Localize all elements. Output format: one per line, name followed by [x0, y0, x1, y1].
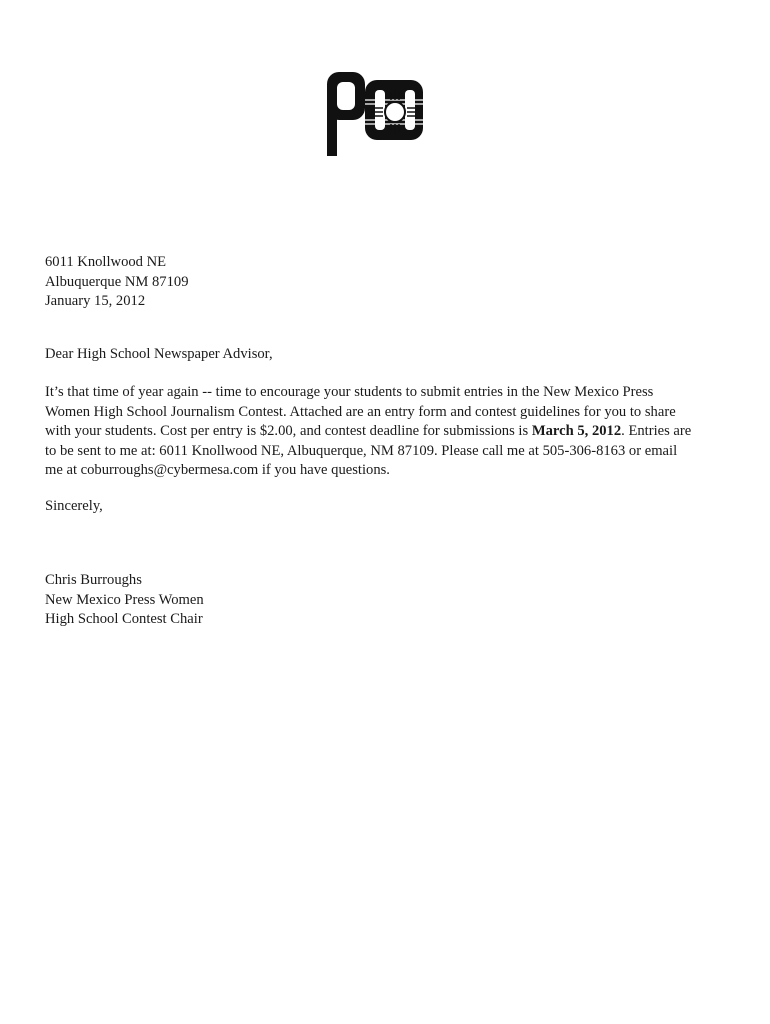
body-line: to be sent to me at: 6011 Knollwood NE, Albuquerque, NM 87109. Please call me at 505-306-8163 or email	[45, 442, 678, 459]
salutation: Dear High School Newspaper Advisor,	[45, 346, 273, 362]
address-street: 6011 Knollwood NE	[45, 254, 167, 270]
signature-block	[45, 571, 204, 630]
deadline-date: March 5, 2012	[531, 423, 622, 439]
letter-body	[45, 383, 735, 481]
body-line-text: . Entries are	[621, 423, 692, 439]
signer-name: Chris Burroughs	[45, 572, 142, 588]
address-city-state-zip: Albuquerque NM 87109	[45, 273, 189, 290]
signer-title: High School Contest Chair	[45, 611, 203, 627]
body-line: It’s that time of year again -- time to encourage your students to submit entries in the New Mexico Press	[45, 384, 654, 400]
closing: Sincerely,	[45, 498, 103, 514]
sender-address-block	[45, 253, 189, 312]
body-line: Women High School Journalism Contest. Attached are an entry form and contest guidelines for you to share	[45, 403, 676, 420]
body-line	[45, 422, 735, 442]
letter-date: January 15, 2012	[45, 293, 146, 309]
signer-organization: New Mexico Press Women	[45, 591, 204, 608]
body-line-text: with your students. Cost per entry is $2.00, and contest deadline for submissions is	[45, 423, 532, 439]
body-line: me at coburroughs@cybermesa.com if you have questions.	[45, 462, 390, 478]
press-women-logo	[325, 70, 425, 160]
